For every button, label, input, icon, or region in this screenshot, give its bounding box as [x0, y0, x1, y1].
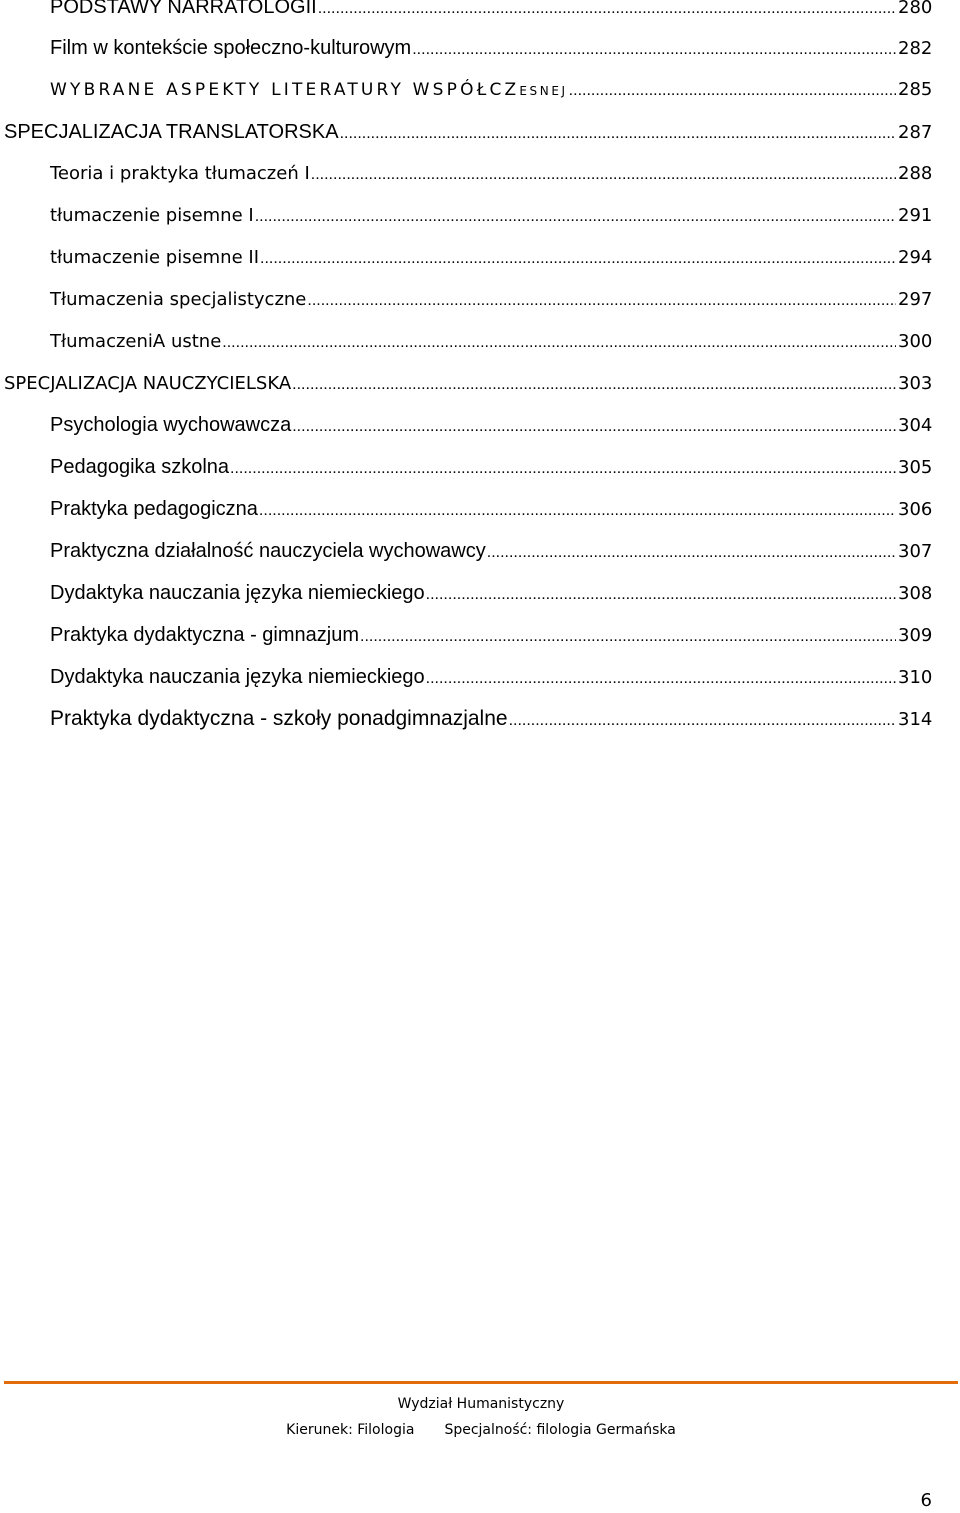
- toc-entry-title: Praktyczna działalność nauczyciela wychowawcy: [50, 540, 486, 562]
- toc-entry[interactable]: [50, 666, 932, 696]
- toc-entry[interactable]: [50, 414, 932, 444]
- toc-entry-title-main: WYBRANE ASPEKTY LITERATURY WSPÓŁCZ: [50, 80, 520, 100]
- toc-entry-title: tłumaczenie pisemne II: [50, 247, 260, 268]
- toc-entry[interactable]: [50, 205, 932, 235]
- toc-entry-title: Praktyka dydaktyczna - szkoły ponadgimnazjalne: [50, 707, 508, 730]
- dot-leader: [311, 166, 896, 184]
- dot-leader: [487, 544, 896, 562]
- toc-entry[interactable]: [50, 247, 932, 277]
- toc-entry[interactable]: [50, 79, 932, 109]
- footer-divider: [4, 1381, 958, 1384]
- dot-leader: [307, 292, 896, 310]
- toc-entry-page: 291: [898, 205, 933, 226]
- toc-entry-title: Film w kontekście społeczno-kulturowym: [50, 37, 412, 59]
- toc-entry-title-small: ESNEJ: [519, 84, 568, 98]
- toc-entry-page: 304: [898, 415, 933, 436]
- toc-entry-page: 285: [898, 79, 933, 100]
- dot-leader: [260, 250, 896, 268]
- toc-entry-title: Dydaktyka nauczania języka niemieckiego: [50, 666, 425, 688]
- toc-entry[interactable]: [50, 707, 932, 737]
- toc-entry[interactable]: [50, 540, 932, 570]
- toc-entry-title: Tłumaczenia specjalistyczne: [50, 289, 307, 310]
- toc-entry[interactable]: [50, 498, 932, 528]
- toc-entry-page: 307: [898, 541, 933, 562]
- dot-leader: [259, 502, 896, 520]
- toc-entry-page: 308: [898, 583, 933, 604]
- toc-entry-page: 287: [898, 122, 933, 143]
- footer-specialty: Specjalność: filologia Germańska: [444, 1422, 676, 1438]
- toc-entry-title: TłumaczeniA ustne: [50, 331, 222, 352]
- toc-entry[interactable]: [50, 582, 932, 612]
- toc-entry-page: 306: [898, 499, 933, 520]
- toc-entry-page: 309: [898, 625, 933, 646]
- toc-entry[interactable]: [50, 456, 932, 486]
- toc-entry-page: 303: [898, 373, 933, 394]
- dot-leader: [230, 460, 896, 478]
- toc-entry-title: [50, 80, 568, 100]
- dot-leader: [509, 712, 896, 730]
- toc-entry[interactable]: [50, 331, 932, 361]
- toc-entry[interactable]: [50, 0, 932, 26]
- dot-leader: [318, 0, 896, 18]
- toc-entry-title: Teoria i praktyka tłumaczeń I: [50, 163, 310, 184]
- dot-leader: [222, 334, 896, 352]
- toc-entry-title: tłumaczenie pisemne I: [50, 205, 254, 226]
- toc-entry-title: Praktyka dydaktyczna - gimnazjum: [50, 624, 360, 646]
- dot-leader: [426, 670, 896, 688]
- footer-details: [0, 1422, 960, 1438]
- toc-entry[interactable]: [50, 163, 932, 193]
- toc-entry[interactable]: [50, 624, 932, 654]
- toc-entry[interactable]: [4, 373, 932, 403]
- dot-leader: [255, 208, 896, 226]
- toc-entry-page: 280: [898, 0, 933, 18]
- toc-entry-title: SPECJALIZACJA TRANSLATORSKA: [4, 121, 339, 143]
- toc-entry-page: 297: [898, 289, 933, 310]
- toc-entry[interactable]: [4, 121, 932, 151]
- toc-entry-title: Praktyka pedagogiczna: [50, 498, 258, 520]
- dot-leader: [412, 41, 896, 59]
- footer-field: Kierunek: Filologia: [286, 1422, 415, 1438]
- toc-entry-title: Dydaktyka nauczania języka niemieckiego: [50, 582, 425, 604]
- toc-entry-page: 305: [898, 457, 933, 478]
- toc-entry-page: 288: [898, 163, 933, 184]
- dot-leader: [569, 82, 896, 100]
- toc-entry-title: Psychologia wychowawcza: [50, 414, 292, 436]
- footer-faculty: Wydział Humanistyczny: [397, 1396, 565, 1412]
- toc-entry-page: 294: [898, 247, 933, 268]
- toc-entry-title: PODSTAWY NARRATOLOGII: [50, 0, 317, 18]
- toc-entry-page: 300: [898, 331, 933, 352]
- dot-leader: [292, 376, 896, 394]
- toc-entry-page: 310: [898, 667, 933, 688]
- dot-leader: [340, 125, 896, 143]
- dot-leader: [426, 586, 896, 604]
- dot-leader: [360, 628, 896, 646]
- toc-entry[interactable]: [50, 289, 932, 319]
- page-number: 6: [920, 1490, 932, 1511]
- toc-entry[interactable]: [50, 37, 932, 67]
- toc-entry-title: Pedagogika szkolna: [50, 456, 230, 478]
- dot-leader: [292, 418, 896, 436]
- toc-entry-page: 314: [898, 709, 933, 730]
- toc-entry-page: 282: [898, 38, 933, 59]
- toc-entry-title: SPECJALIZACJA NAUCZYCIELSKA: [4, 373, 292, 394]
